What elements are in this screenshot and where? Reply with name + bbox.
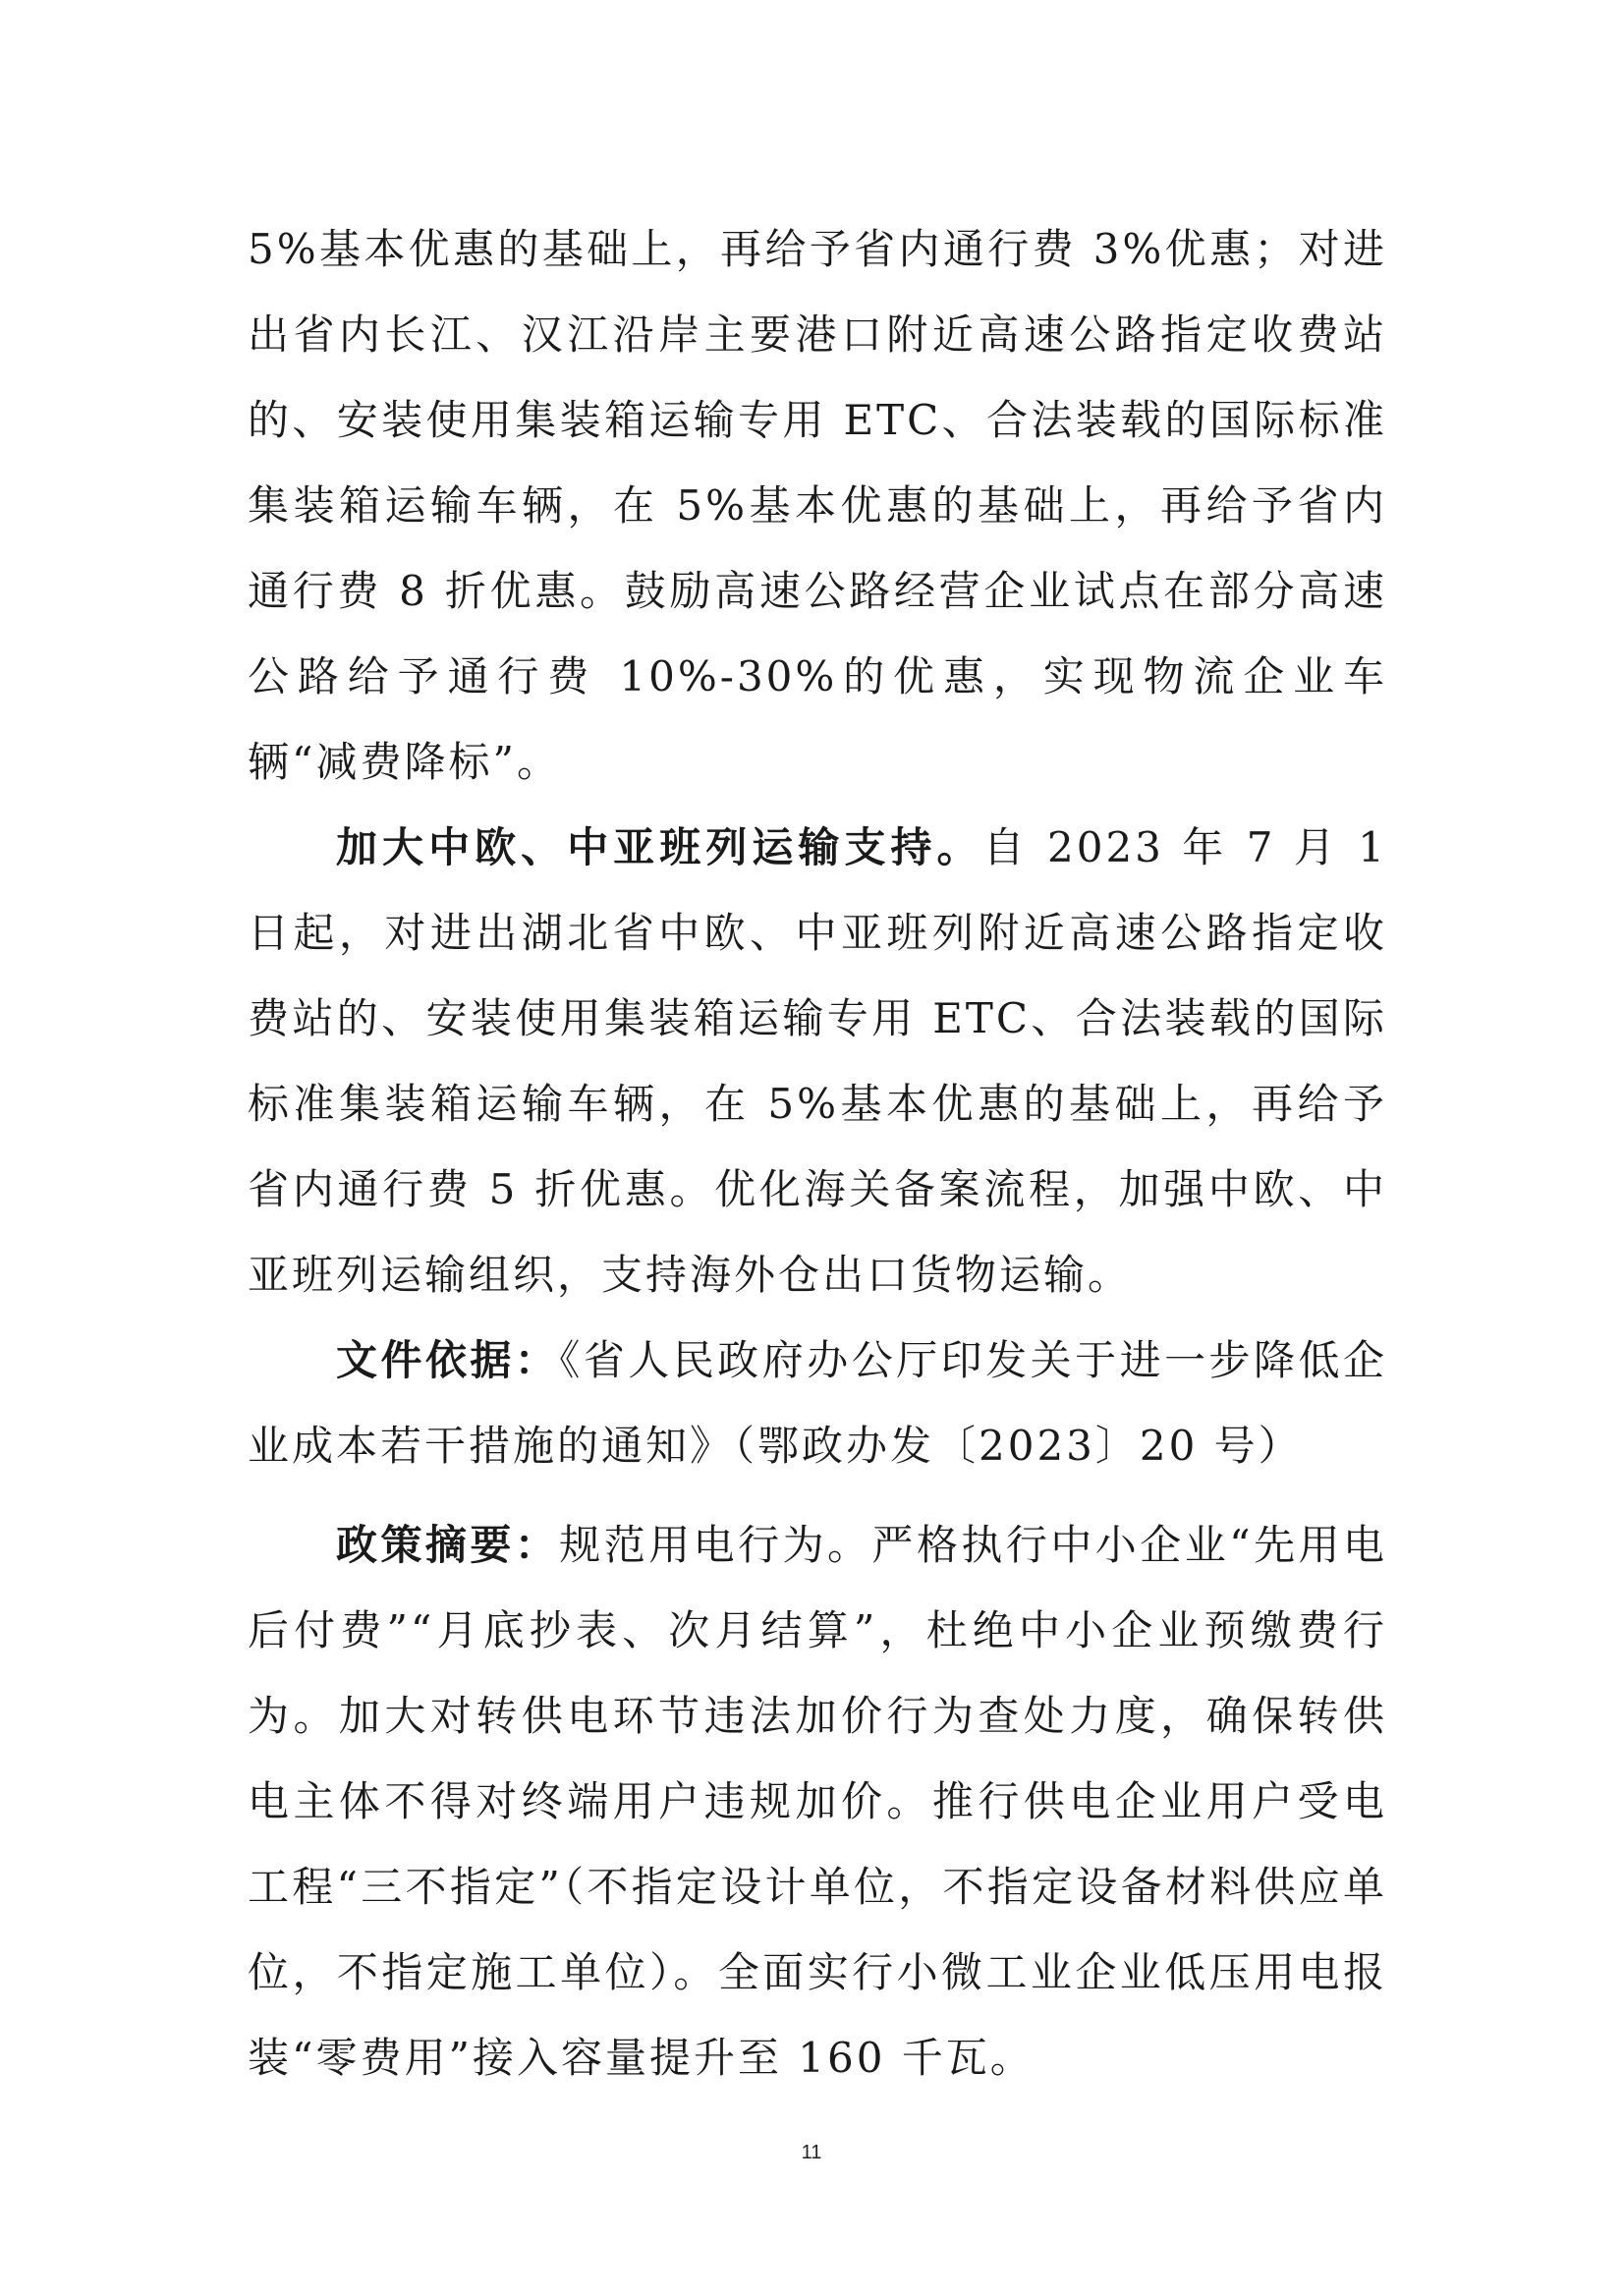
paragraph-lead-heading: 文件依据：: [336, 1336, 560, 1384]
paragraph-text: 5%基本优惠的基础上，再给予省内通行费 3%优惠；对进出省内长江、汉江沿岸主要港口附近高速公路指定收费站的、安装使用集装箱运输专用 ETC、合法装载的国际标准集装箱运输车辆，在 5%基本优惠的基础上，再给予省内通行费 8 折优惠。鼓励高速公路经营企业试点在部分高速公路给予通行费 10%-30%的优惠，实现物流企业车辆“减费降标”。: [248, 225, 1387, 786]
document-body: [248, 206, 1387, 2100]
paragraph-text: 规范用电行为。严格执行中小企业“先用电后付费”“月底抄表、次月结算”，杜绝中小企业预缴费行为。加大对转供电环节违法加价行为查处力度，确保转供电主体不得对终端用户违规加价。推行供电企业用户受电工程“三不指定”（不指定设计单位，不指定设备材料供应单位，不指定施工单位）。全面实行小微工业企业低压用电报装“零费用”接入容量提升至 160 千瓦。: [248, 1521, 1387, 2082]
paragraph-document-basis: [248, 1317, 1387, 1488]
paragraph-text: 自 2023 年 7 月 1 日起，对进出湖北省中欧、中亚班列附近高速公路指定收费站的、安装使用集装箱运输专用 ETC、合法装载的国际标准集装箱运输车辆，在 5%基本优惠的基础上，再给予省内通行费 5 折优惠。优化海关备案流程，加强中欧、中亚班列运输组织，支持海外仓出口货物运输。: [248, 823, 1387, 1299]
page-number: 11: [801, 2142, 822, 2163]
paragraph-spacer: [248, 1488, 1387, 1502]
paragraph-china-europe-train: [248, 805, 1387, 1317]
paragraph-lead-heading: 加大中欧、中亚班列运输支持。: [336, 823, 983, 871]
paragraph-text: 《省人民政府办公厅印发关于进一步降低企业成本若干措施的通知》（鄂政办发〔2023〕20 号）: [248, 1336, 1387, 1470]
paragraph-policy-summary: [248, 1502, 1387, 2100]
paragraph-toll-discount: [248, 206, 1387, 805]
paragraph-lead-heading: 政策摘要：: [336, 1521, 560, 1569]
